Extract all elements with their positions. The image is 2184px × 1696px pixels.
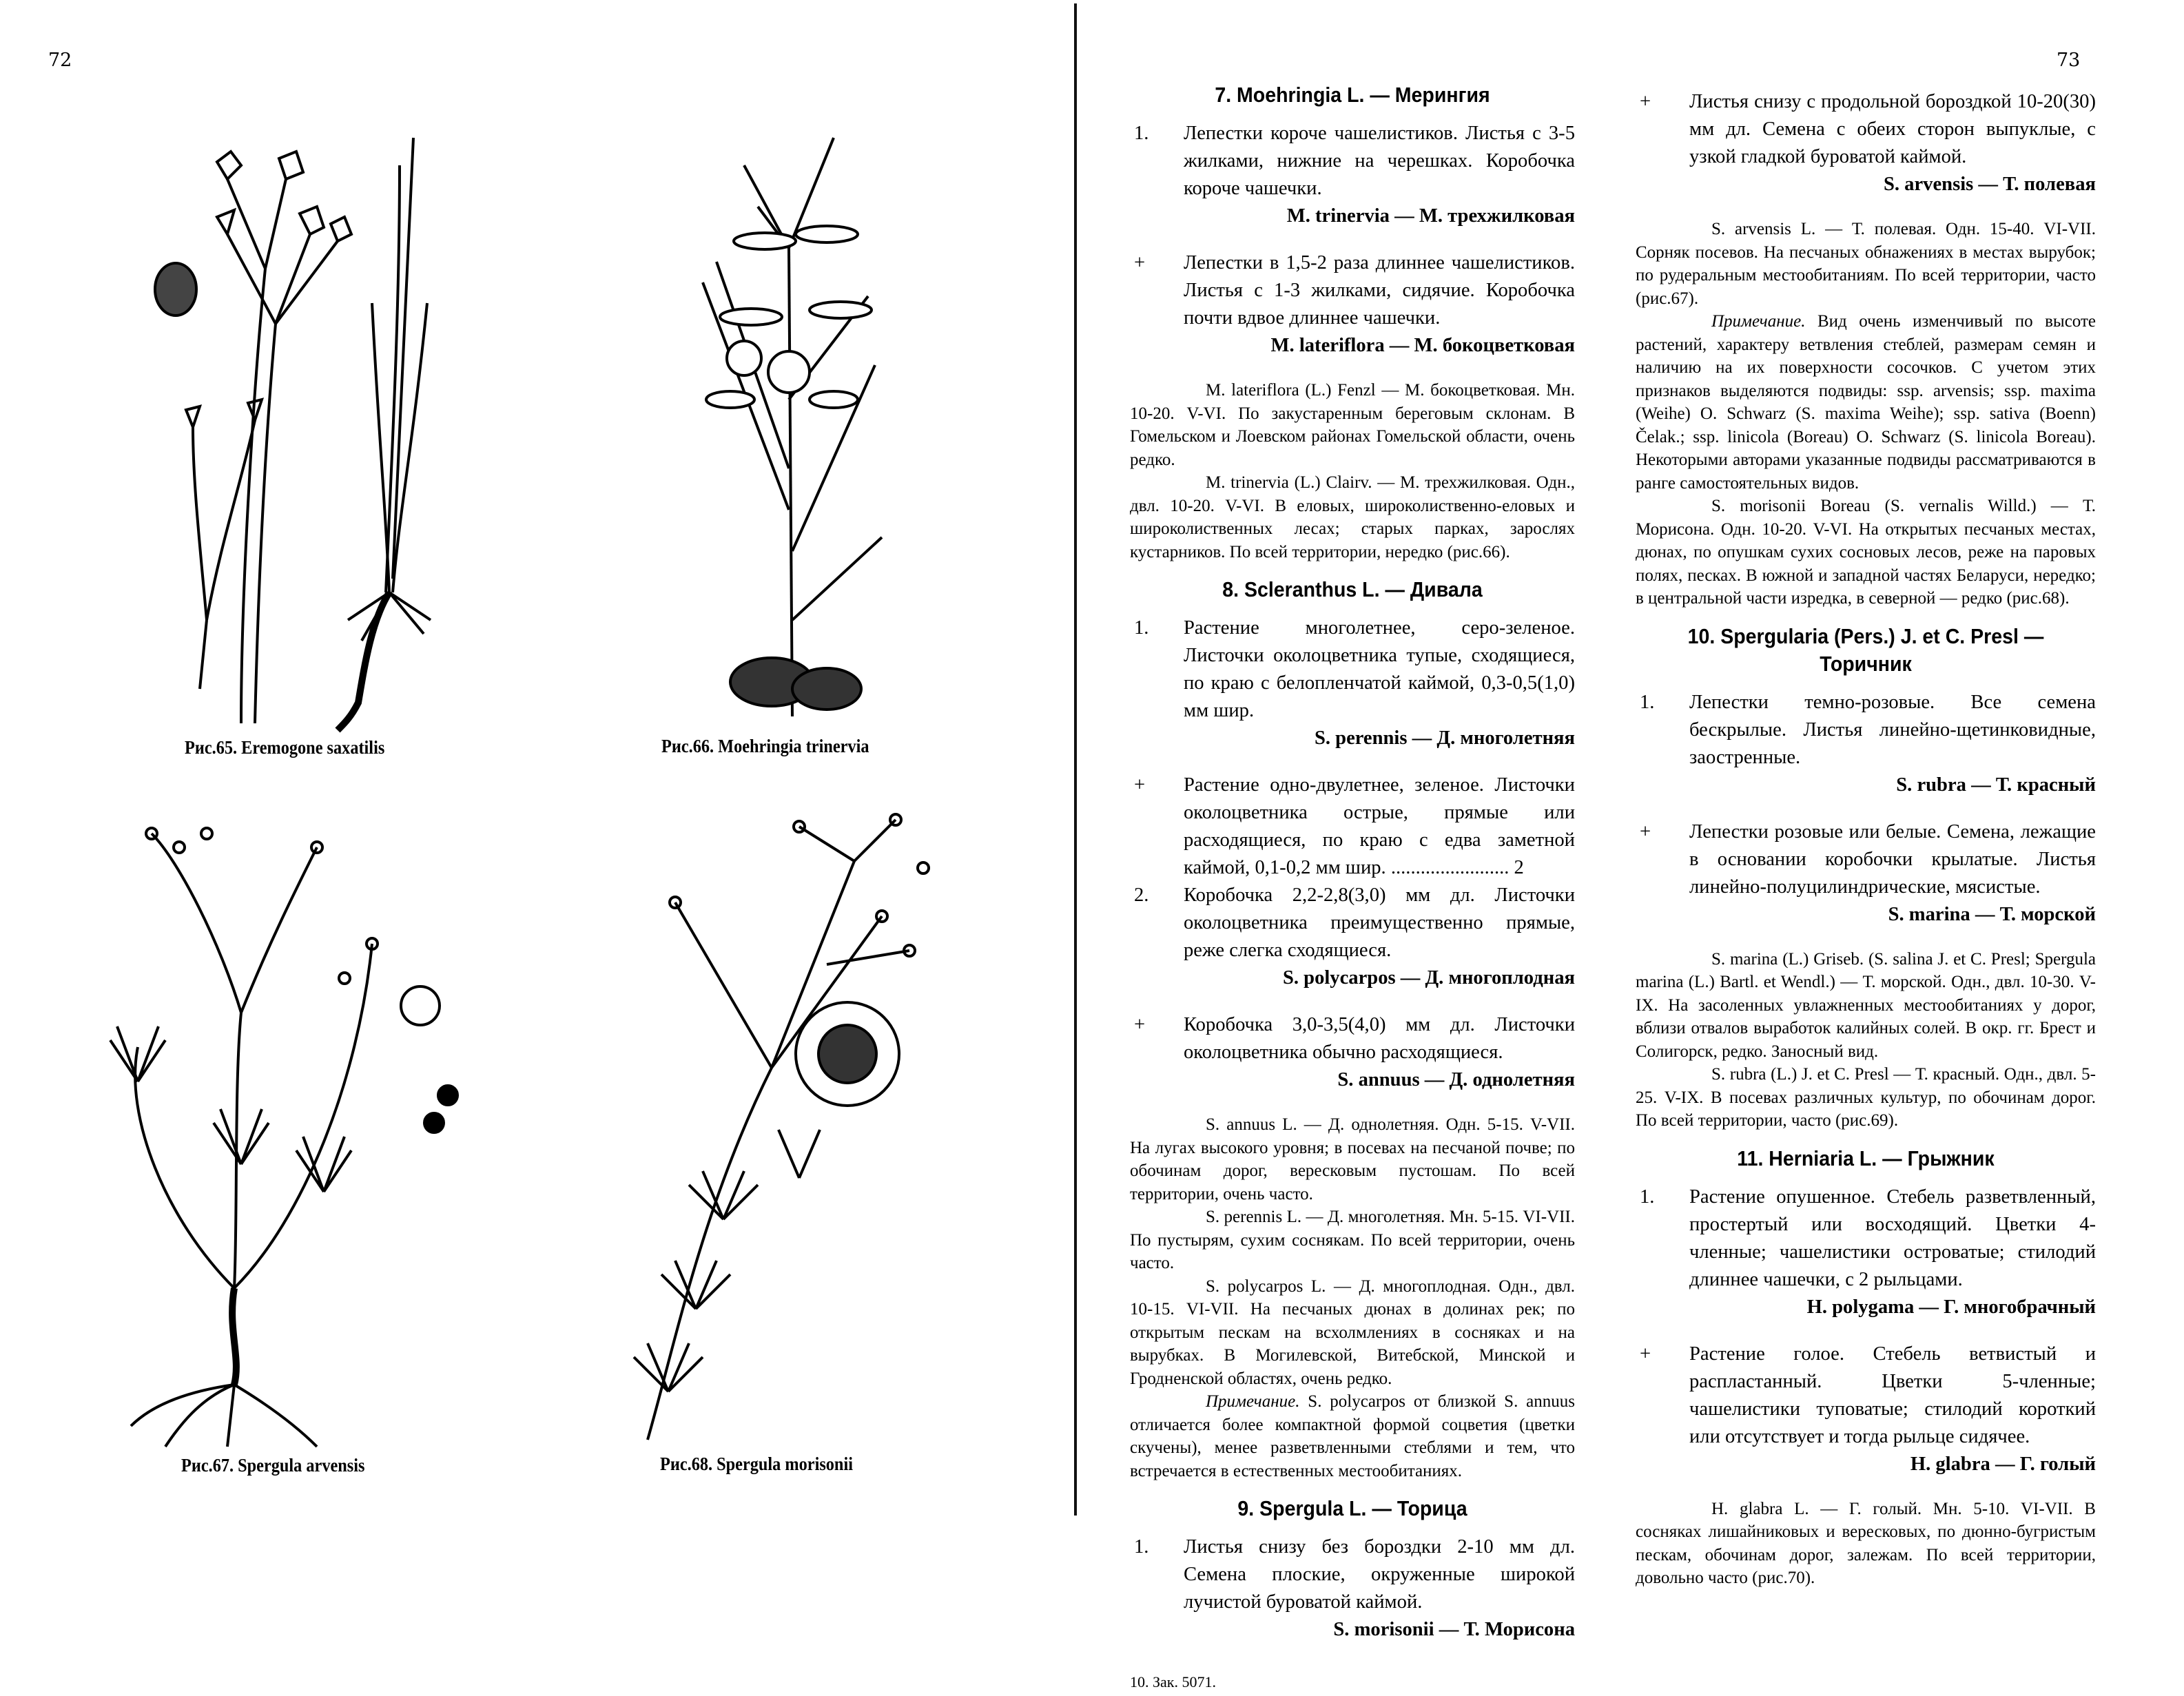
- plant-illustration-moehringia: [675, 124, 937, 730]
- note-paragraph: [1130, 1390, 1575, 1482]
- species-description: S. arvensis L. — Т. полевая. Одн. 15-40. VI-VII. Сорняк посевов. На песчаных обнажениях в местах вырубок; по рудеральным местообитаниям. По всей территории, часто (рис.67).: [1636, 220, 2096, 308]
- key-result: H. polygama — Г. многобрачный: [1806, 1296, 2096, 1318]
- key-item: [1130, 882, 1575, 992]
- genus-heading-scleranthus: 8. Scleranthus L. — Дивала: [1222, 577, 1483, 601]
- species-description: S. marina (L.) Griseb. (S. salina J. et C. Presl; Spergula marina (L.) Bartl. et Wendl.) — Т. морской. Одн., двл. 10-30. V-IX. На засоленных увлажненных местообитаниях у дорог, вблизи отвалов выработок калийных солей. В окр. гг. Брест и Солигорск, редко. Заносный вид.: [1636, 949, 2096, 1061]
- key-text: Лепестки короче чашелистиков. Листья с 3-5 жилками, нижние на черешках. Коробочка короче чашечки.: [1184, 123, 1575, 199]
- key-text: Коробочка 2,2-2,8(3,0) мм дл. Листочки околоцветника преимущественно прямые, реже слегка сходящиеся.: [1184, 885, 1575, 961]
- key-item: [1636, 1341, 2096, 1478]
- note-paragraph: [1636, 310, 2096, 495]
- key-text: Растение голое. Стебель ветвистый и распластанный. Цветки 5-членные; чашелистики туповатые; стилодий короткий или отсутствует и тогда рыльце сидячее.: [1689, 1343, 2096, 1447]
- key-text: Растение многолетнее, серо-зеленое. Листочки околоцветника тупые, сходящиеся, по краю с белопленчатой каймой, 0,3-0,5(1,0) мм шир.: [1184, 617, 1575, 721]
- key-text: Лепестки розовые или белые. Семена, лежащие в основании коробочки крылатые. Листья линейно-полуцилиндрические, мясистые.: [1689, 820, 2096, 898]
- key-marker: +: [1134, 774, 1146, 796]
- species-description: S. polycarpos L. — Д. многоплодная. Одн., двл. 10-15. VI-VII. На песчаных дюнах в долинах рек; по открытым пескам на всхолмлениях в сосняках и на вырубках. В Могилевской, Витебской, Минской и Гродненской областях, очень редко.: [1130, 1276, 1575, 1388]
- figure-65-eremogone: [138, 96, 448, 737]
- key-marker: +: [1640, 820, 1651, 842]
- key-item: [1130, 249, 1575, 360]
- page-gutter-divider: [1074, 3, 1077, 1516]
- figure-67-spergula-arvensis: [96, 806, 482, 1454]
- key-result: M. trinervia — М. трехжилковая: [1286, 205, 1575, 227]
- key-item: [1130, 772, 1575, 882]
- figure-65-caption: Рис.65. Eremogone saxatilis: [185, 737, 385, 758]
- page-number-right: 73: [2057, 50, 2081, 71]
- species-description: M. trinervia (L.) Clairv. — М. трехжилковая. Одн., двл. 10-20. V-VI. В еловых, широколиственно-еловых и широколиственных лесах; старых парках, зарослях кустарников. По всей территории, нередко (рис.66).: [1130, 473, 1575, 561]
- key-result: S. marina — Т. морской: [1888, 903, 2096, 925]
- species-description: S. perennis L. — Д. многолетняя. Мн. 5-15. VI-VII. По пустырям, сухим соснякам. По всей территории, очень часто.: [1130, 1208, 1575, 1272]
- key-text: Листья снизу без бороздки 2-10 мм дл. Семена плоские, окруженные широкой лучистой буроватой каймой.: [1184, 1536, 1575, 1613]
- figure-67-caption: Рис.67. Spergula arvensis: [181, 1455, 365, 1476]
- key-marker: +: [1640, 91, 1651, 112]
- key-marker: +: [1640, 1343, 1651, 1365]
- key-result: S. perennis — Д. многолетняя: [1314, 727, 1575, 749]
- key-result: S. annuus — Д. однолетняя: [1337, 1069, 1575, 1090]
- key-text: Листья снизу с продольной бороздкой 10-20(30) мм дл. Семена с обеих сторон выпуклые, с узкой гладкой буроватой каймой.: [1689, 91, 2096, 167]
- key-item: [1636, 88, 2096, 198]
- genus-heading-spergularia: 10. Spergularia (Pers.) J. et C. Presl — Торичник: [1687, 623, 2044, 676]
- text-column-2: [1636, 88, 2096, 1590]
- key-item: [1130, 1533, 1575, 1644]
- figure-66-moehringia: [675, 124, 937, 730]
- key-text: Растение одно-двулетнее, зеленое. Листочки околоцветника острые, прямые или расходящиеся, по краю с едва заметной каймой, 0,1-0,2 мм шир. ........................ 2: [1184, 774, 1575, 878]
- print-footer: 10. Зак. 5071.: [1130, 1673, 1216, 1690]
- species-description: M. lateriflora (L.) Fenzl — М. бокоцветковая. Мн. 10-20. V-VI. По закустаренным береговым склонам. В Гомельском и Лоевском районах Гомельской области, очень редко.: [1130, 381, 1575, 469]
- key-result: S. rubra — Т. красный: [1896, 774, 2096, 796]
- note-label: Примечание.: [1711, 312, 1806, 331]
- species-description: S. rubra (L.) J. et C. Presl — Т. красный. Одн., двл. 5-25. V-IX. В посевах различных культур, по обочинам дорог. По всей территории, часто (рис.69).: [1636, 1065, 2096, 1130]
- page-number-left: 72: [48, 50, 72, 71]
- plant-illustration-spergula-morisonii: [620, 792, 951, 1454]
- key-marker: 1.: [1134, 123, 1149, 144]
- key-item: [1130, 1011, 1575, 1094]
- key-text: Лепестки темно-розовые. Все семена бескрылые. Листья линейно-щетинковидные, заостренные.: [1689, 691, 2096, 768]
- key-marker: 1.: [1640, 691, 1655, 713]
- key-text: Лепестки в 1,5-2 раза длиннее чашелистиков. Листья с 1-3 жилками, сидячие. Коробочка почти вдвое длиннее чашечки.: [1184, 252, 1575, 329]
- note-text: Вид очень изменчивый по высоте растений, характеру ветвления стеблей, размерам семян и наличию на их поверхности сосочков. С учетом этих признаков выделяются подвиды: ssp. arvensis; ssp. maxima (Weihe) O. Schwarz (S. maxima Weihe); ssp. sativa (Boenn) Čelak.; ssp. linicola (Boreau) O. Schwarz (S. linicola Boreau). Некоторыми авторами указанные подвиды рассматриваются в ранге самостоятельных видов.: [1636, 312, 2096, 493]
- key-marker: 1.: [1134, 1536, 1149, 1558]
- figure-68-spergula-morisonii: [620, 792, 951, 1454]
- plant-illustration-eremogone: [138, 96, 448, 737]
- figure-66-caption: Рис.66. Moehringia trinervia: [661, 736, 869, 756]
- key-marker: 1.: [1640, 1186, 1655, 1208]
- key-result: S. polycarpos — Д. многоплодная: [1282, 967, 1575, 989]
- key-item: [1636, 818, 2096, 929]
- note-label: Примечание.: [1206, 1392, 1300, 1411]
- key-item: [1636, 689, 2096, 799]
- genus-heading-herniaria: 11. Herniaria L. — Грыжник: [1737, 1146, 1995, 1170]
- key-marker: 1.: [1134, 617, 1149, 639]
- key-text: Растение опушенное. Стебель разветвленный, простертый или восходящий. Цветки 4-членные; чашелистики островатые; стилодий длиннее чашечки, с 2 рыльцами.: [1689, 1186, 2096, 1290]
- key-result: S. morisonii — Т. Морисона: [1333, 1619, 1575, 1640]
- key-result: H. glabra — Г. голый: [1910, 1453, 2096, 1475]
- key-marker: +: [1134, 1014, 1146, 1035]
- species-description: S. morisonii Boreau (S. vernalis Willd.) — Т. Морисона. Одн. 10-20. V-VI. На открытых песчаных местах, дюнах, по опушкам сухих сосновых лесов, реже на паровых полях, песках. В южной и западной частях Беларуси, нередко; в центральной части изредка, в северной — редко (рис.68).: [1636, 497, 2096, 608]
- key-result: M. lateriflora — М. бокоцветковая: [1270, 335, 1575, 356]
- key-item: [1130, 120, 1575, 230]
- plant-illustration-spergula-arvensis: [96, 806, 482, 1454]
- note-text: S. polycarpos от близкой S. annuus отличается более компактной формой соцветия (цветки скучены), менее разветвленными стеблями и тем, что встречается в естественных местообитаниях.: [1130, 1392, 1575, 1480]
- figure-68-caption: Рис.68. Spergula morisonii: [660, 1454, 853, 1474]
- key-item: [1130, 614, 1575, 752]
- key-result: S. arvensis — Т. полевая: [1883, 174, 2096, 195]
- species-description: H. glabra L. — Г. голый. Мн. 5-10. VI-VII. В сосняках лишайниковых и вересковых, по дюнно-бугристым пескам, обочинам дорог, залежам. По всей территории, довольно часто (рис.70).: [1636, 1499, 2096, 1587]
- key-marker: +: [1134, 252, 1146, 273]
- species-description: S. annuus L. — Д. однолетняя. Одн. 5-15. V-VII. На лугах высокого уровня; в посевах на песчаной почве; по обочинам дорог, вересковым пустошам. По всей территории, очень часто.: [1130, 1115, 1575, 1203]
- key-marker: 2.: [1134, 885, 1149, 906]
- genus-heading-moehringia: 7. Moehringia L. — Мерингия: [1215, 83, 1490, 107]
- text-column-1: [1130, 76, 1575, 1696]
- genus-heading-spergula: 9. Spergula L. — Торица: [1237, 1496, 1467, 1520]
- key-item: [1636, 1183, 2096, 1321]
- key-text: Коробочка 3,0-3,5(4,0) мм дл. Листочки околоцветника обычно расходящиеся.: [1184, 1014, 1575, 1063]
